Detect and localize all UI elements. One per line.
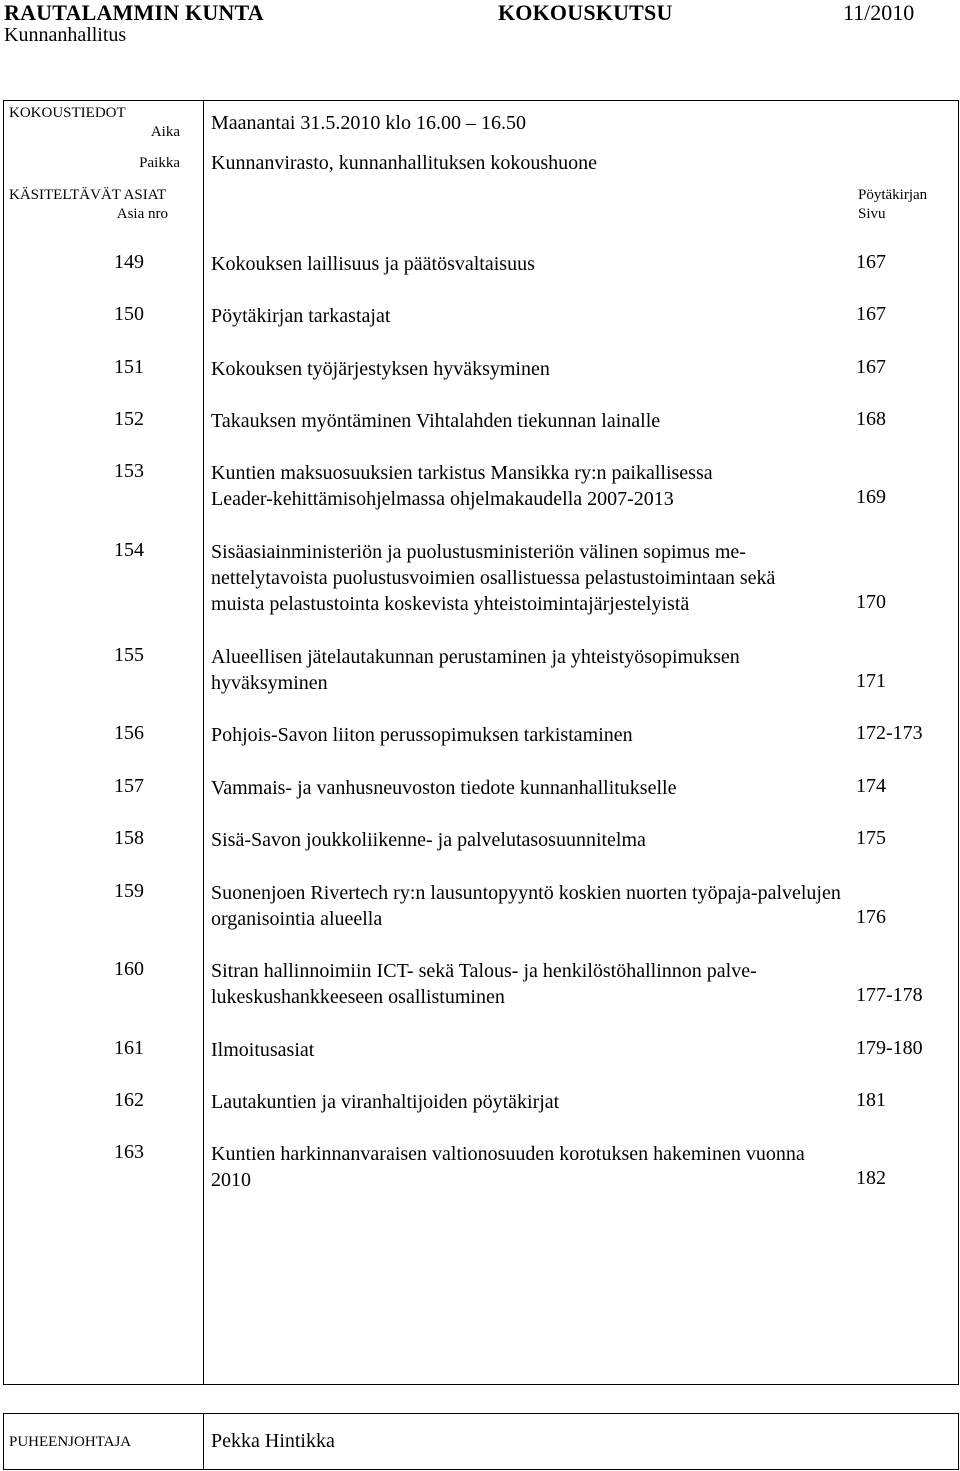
item-number: 161: [114, 1037, 144, 1059]
time-label: Aika: [150, 124, 180, 140]
item-title: Ilmoitusasiat: [211, 1039, 315, 1061]
item-page: 167: [856, 251, 886, 273]
item-page: 167: [856, 356, 886, 378]
item-page: 177-178: [856, 984, 923, 1006]
page-header-line2: Sivu: [858, 206, 886, 222]
organization-name: RAUTALAMMIN KUNTA: [4, 0, 264, 25]
item-title: Pöytäkirjan tarkastajat: [211, 305, 391, 327]
signature-divider: [203, 1413, 204, 1470]
agenda-section-label: KÄSITELTÄVÄT ASIAT: [9, 187, 167, 203]
item-title: Vammais- ja vanhusneuvoston tiedote kunnanhallitukselle: [211, 777, 677, 799]
item-title: Suonenjoen Rivertech ry:n lausuntopyyntö koskien nuorten työpaja-palvelujen organisointia alueella: [211, 882, 841, 930]
item-page: 172-173: [856, 722, 923, 744]
item-number-header: Asia nro: [116, 206, 168, 222]
item-page: 174: [856, 775, 886, 797]
item-title: Alueellisen jätelautakunnan perustaminen ja yhteistyösopimuksen hyväksyminen: [211, 646, 740, 694]
item-page: 168: [856, 408, 886, 430]
document-number: 11/2010: [843, 0, 915, 25]
chair-label: PUHEENJOHTAJA: [9, 1434, 132, 1450]
item-page: 181: [856, 1089, 886, 1111]
item-title: Kokouksen työjärjestyksen hyväksyminen: [211, 358, 550, 380]
item-title: Sisä-Savon joukkoliikenne- ja palvelutasosuunnitelma: [211, 829, 646, 851]
item-title: Pohjois-Savon liiton perussopimuksen tarkistaminen: [211, 724, 633, 746]
item-page: 176: [856, 906, 886, 928]
item-number: 163: [114, 1141, 144, 1163]
document-type: KOKOUSKUTSU: [498, 0, 673, 25]
page-header-line1: Pöytäkirjan: [858, 187, 928, 203]
item-title: Sisäasiainministeriön ja puolustusministeriön välinen sopimus me-nettelytavoista puolustusvoimien osallistuessa pelastustoimintaan sekä muista pelastustointa koskevista yhteistoimintajärjestelyistä: [211, 541, 776, 615]
item-number: 151: [114, 356, 144, 378]
item-page: 171: [856, 670, 886, 692]
column-divider: [203, 100, 204, 1385]
chair-name: Pekka Hintikka: [211, 1430, 335, 1452]
item-title: Takauksen myöntäminen Vihtalahden tiekunnan lainalle: [211, 410, 661, 432]
item-number: 159: [114, 880, 144, 902]
item-number: 150: [114, 303, 144, 325]
item-number: 155: [114, 644, 144, 666]
item-number: 152: [114, 408, 144, 430]
item-number: 157: [114, 775, 144, 797]
meeting-place: Kunnanvirasto, kunnanhallituksen kokoushuone: [211, 152, 598, 174]
item-title: Kuntien harkinnanvaraisen valtionosuuden korotuksen hakeminen vuonna 2010: [211, 1143, 805, 1191]
item-page: 167: [856, 303, 886, 325]
item-page: 182: [856, 1167, 886, 1189]
meeting-time: Maanantai 31.5.2010 klo 16.00 – 16.50: [211, 112, 526, 134]
item-page: 175: [856, 827, 886, 849]
item-number: 154: [114, 539, 144, 561]
item-page: 170: [856, 591, 886, 613]
item-number: 156: [114, 722, 144, 744]
item-page: 169: [856, 486, 886, 508]
item-page: 179-180: [856, 1037, 923, 1059]
item-number: 158: [114, 827, 144, 849]
item-title: Kuntien maksuosuuksien tarkistus Mansikka ry:n paikallisessa Leader-kehittämisohjelmassa ohjelmakaudella 2007-2013: [211, 462, 713, 510]
item-title: Lautakuntien ja viranhaltijoiden pöytäkirjat: [211, 1091, 560, 1113]
meeting-info-label: KOKOUSTIEDOT: [9, 105, 126, 121]
signature-box: [3, 1413, 959, 1470]
item-number: 160: [114, 958, 144, 980]
item-number: 162: [114, 1089, 144, 1111]
item-number: 149: [114, 251, 144, 273]
board-name: Kunnanhallitus: [4, 24, 127, 46]
item-number: 153: [114, 460, 144, 482]
item-title: Kokouksen laillisuus ja päätösvaltaisuus: [211, 253, 535, 275]
place-label: Paikka: [139, 155, 180, 171]
item-title: Sitran hallinnoimiin ICT- sekä Talous- ja henkilöstöhallinnon palve-lukeskushankkeeseen osallistuminen: [211, 960, 757, 1008]
